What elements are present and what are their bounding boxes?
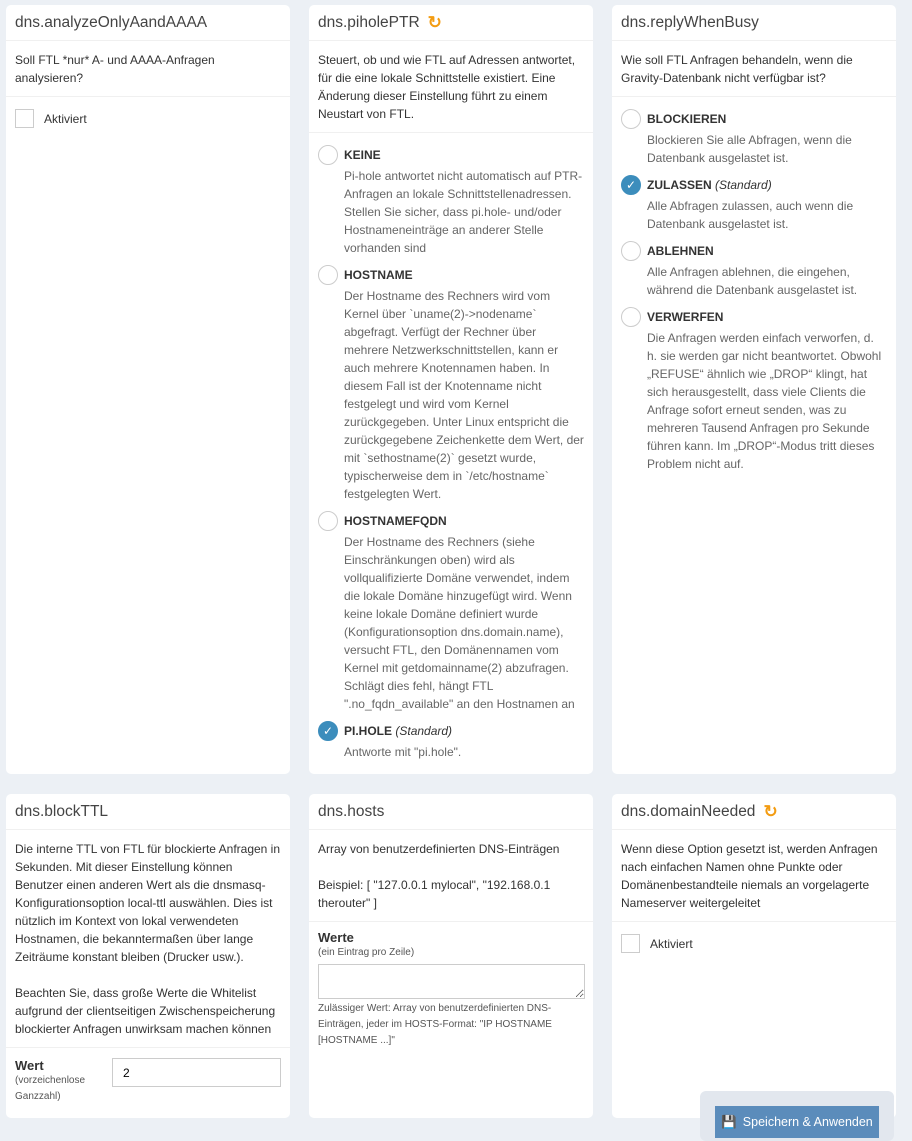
- card-title: dns.blockTTL: [6, 794, 290, 830]
- enabled-checkbox[interactable]: [15, 109, 281, 128]
- values-label: Werte: [318, 930, 354, 945]
- option-label: HOSTNAME: [344, 268, 413, 282]
- value-label: Wert: [15, 1058, 44, 1073]
- radio-button[interactable]: [318, 511, 338, 531]
- card-note: Beachten Sie, dass große Werte die Whitelist aufgrund der clientseitigen Zwischenspeicherung blockierter Anfragen unwirksam machen können: [15, 986, 276, 1036]
- card-title: dns.domainNeeded: [621, 802, 756, 820]
- card-pihole-ptr: [309, 5, 593, 774]
- option-label: HOSTNAMEFQDN: [344, 514, 447, 528]
- value-hint: (vorzeichenlose Ganzzahl): [15, 1075, 86, 1102]
- card-description: Wenn diese Option gesetzt ist, werden Anfragen nach einfachen Namen ohne Punkte oder Domänenbestandteile niemals an vorgelagerte Nameserver weitergeleitet: [621, 842, 878, 910]
- enabled-checkbox[interactable]: [621, 934, 887, 953]
- card-title: dns.analyzeOnlyAandAAAA: [6, 5, 290, 41]
- radio-button[interactable]: ✓: [621, 175, 641, 195]
- card-block-ttl: [6, 794, 290, 1118]
- option-label: KEINE: [344, 148, 381, 162]
- checkbox-box[interactable]: [15, 109, 34, 128]
- radio-button[interactable]: [318, 145, 338, 165]
- radio-option-blockieren[interactable]: [621, 107, 887, 167]
- busy-options: [612, 97, 896, 489]
- radio-button[interactable]: [621, 307, 641, 327]
- option-description: Die Anfragen werden einfach verworfen, d. h. sie werden gar nicht beantwortet. Obwohl „REFUSE“ ähnlich wie „DROP“ klingt, hat sich herausgestellt, dass viele Clients die Anfrage sofort erneut senden, was zu mehreren Tausend Anfragen pro Sekunde führen kann. Im „DROP“-Modus tritt dieses Problem nicht auf.: [647, 331, 882, 471]
- option-label: ZULASSEN (Standard): [647, 178, 772, 192]
- radio-option-keine[interactable]: [318, 143, 584, 257]
- option-description: Pi-hole antwortet nicht automatisch auf PTR-Anfragen an lokale Schnittstellenadressen. Stellen Sie sicher, dass pi.hole- und/oder Hostnameneinträge an anderer Stelle vorhanden sind: [344, 169, 583, 255]
- card-hosts: [309, 794, 593, 1118]
- card-domain-needed: [612, 794, 896, 1118]
- checkbox-box[interactable]: [621, 934, 640, 953]
- option-description: Alle Abfragen zulassen, auch wenn die Datenbank ausgelastet ist.: [647, 199, 854, 231]
- radio-option-zulassen[interactable]: [621, 173, 887, 233]
- radio-option-verwerfen[interactable]: [621, 305, 887, 473]
- hosts-textarea[interactable]: [318, 964, 585, 999]
- card-analyze-only-a-and-aaaa: [6, 5, 290, 774]
- card-description: Steuert, ob und wie FTL auf Adressen antwortet, für die eine lokale Schnittstelle existiert. Eine Änderung dieser Einstellung führt zu einem Neustart von FTL.: [318, 53, 576, 121]
- card-description: Die interne TTL von FTL für blockierte Anfragen in Sekunden. Mit dieser Einstellung können Benutzer einen anderen Wert als die dnsmasq-Konfigurationsoption local-ttl auswählen. Dies ist nützlich im Kontext von lokal verwendeten Hostnamen, die bekanntermaßen über lange Zeiträume konstant bleiben (Drucker usw.).: [15, 842, 281, 964]
- option-description: Der Hostname des Rechners wird vom Kernel über `uname(2)->nodename` abgefragt. Verfügt der Rechner über mehrere Netzwerkschnittstellen, kann er auch mehrere Knotennamen haben. In diesem Fall ist der Knotenname nicht festgelegt und wird vom Kernel zurückgegeben. Unter Linux entspricht die zurückgegebene Zeichenkette dem Wert, der mit `sethostname(2)` gesetzt wurde, typischerweise dem in `/etc/hostname` festgelegten Wert.: [344, 289, 584, 501]
- card-reply-when-busy: [612, 5, 896, 774]
- card-description: Wie soll FTL Anfragen behandeln, wenn die Gravity-Datenbank nicht verfügbar ist?: [621, 53, 853, 85]
- checkbox-label: Aktiviert: [650, 936, 693, 951]
- card-description: Soll FTL *nur* A- und AAAA-Anfragen analysieren?: [15, 53, 215, 85]
- ptr-options: [309, 133, 593, 777]
- card-description: Array von benutzerdefinierten DNS-Einträgen: [318, 842, 560, 856]
- option-label: PI.HOLE (Standard): [344, 724, 453, 738]
- option-label: ABLEHNEN: [647, 244, 714, 258]
- option-description: Der Hostname des Rechners (siehe Einschränkungen oben) wird als vollqualifizierte Domäne verwendet, indem die lokale Domäne hinzugefügt wird. Wenn keine lokale Domäne definiert wurde (Konfigurationsoption dns.domain.name), versucht FTL, den Domänennamen vom Kernel mit getdomainname(2) abzufragen. Schlägt dies fehl, hängt FTL ".no_fqdn_available" an den Hostnamen an: [344, 535, 575, 711]
- radio-button[interactable]: [318, 265, 338, 285]
- reload-icon: ↻: [427, 12, 442, 32]
- card-title: dns.hosts: [309, 794, 593, 830]
- save-icon: 💾: [721, 1114, 737, 1129]
- radio-button[interactable]: [621, 241, 641, 261]
- reload-icon: ↻: [763, 801, 778, 821]
- values-hint: (ein Eintrag pro Zeile): [318, 947, 415, 958]
- ttl-value-input[interactable]: [112, 1058, 281, 1087]
- radio-button[interactable]: ✓: [318, 721, 338, 741]
- radio-option-ablehnen[interactable]: [621, 239, 887, 299]
- radio-option-hostnamefqdn[interactable]: [318, 509, 584, 713]
- card-example: Beispiel: [ "127.0.0.1 mylocal", "192.168.0.1 therouter" ]: [318, 878, 551, 910]
- option-label: VERWERFEN: [647, 310, 724, 324]
- option-description: Blockieren Sie alle Abfragen, wenn die Datenbank ausgelastet ist.: [647, 133, 852, 165]
- card-title: dns.piholePTR: [318, 13, 420, 31]
- option-description: Alle Anfragen ablehnen, die eingehen, während die Datenbank ausgelastet ist.: [647, 265, 858, 297]
- card-title: dns.replyWhenBusy: [612, 5, 896, 41]
- checkbox-label: Aktiviert: [44, 111, 87, 126]
- radio-option-pi-hole[interactable]: [318, 719, 584, 761]
- allowed-value-text: Zulässiger Wert: Array von benutzerdefinierten DNS-Einträgen, jeder im HOSTS-Format: "IP HOSTNAME [HOSTNAME ...]": [318, 1003, 552, 1046]
- option-label: BLOCKIEREN: [647, 112, 727, 126]
- option-description: Antworte mit "pi.hole".: [344, 745, 462, 759]
- radio-option-hostname[interactable]: [318, 263, 584, 503]
- save-label: Speichern & Anwenden: [742, 1115, 873, 1129]
- radio-button[interactable]: [621, 109, 641, 129]
- save-apply-button[interactable]: [715, 1106, 879, 1138]
